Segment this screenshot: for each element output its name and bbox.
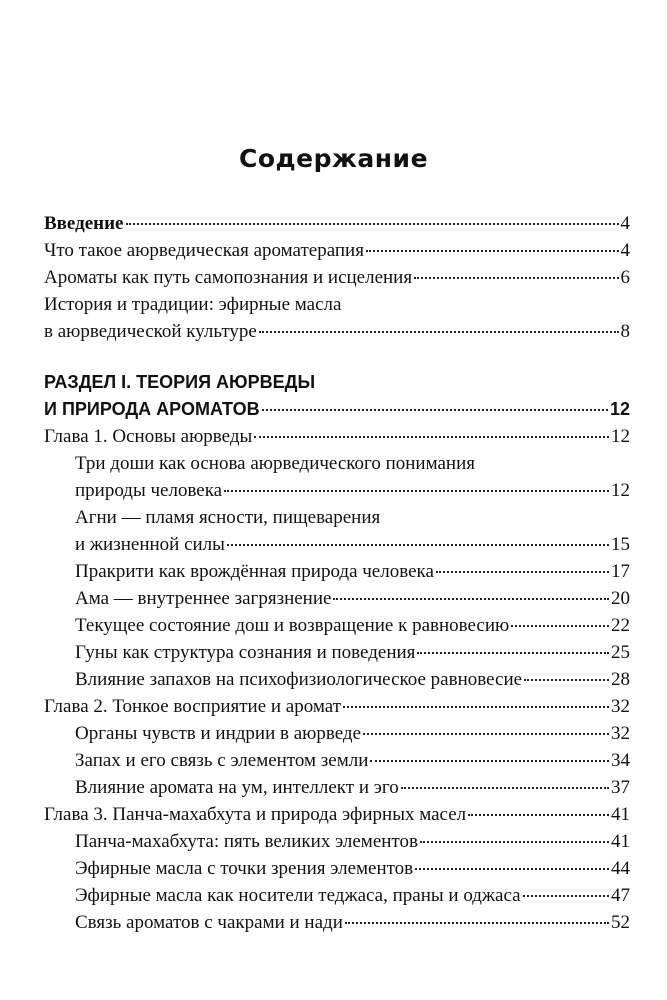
toc-entry-title: Эфирные масла с точки зрения элементов [75, 858, 414, 879]
toc-chapters [44, 423, 630, 936]
toc-entry-title: Органы чувств и индрии в аюрведе [75, 723, 362, 744]
toc-page-number: 8 [620, 321, 630, 342]
dot-leader [345, 922, 609, 924]
toc-entry-title: Глава 3. Панча-махабхута и природа эфирных масел [44, 804, 467, 825]
dot-leader [420, 841, 609, 843]
toc-entry-title: Ама — внутреннее загрязнение [75, 588, 332, 609]
toc-page-number: 15 [611, 534, 630, 555]
dot-leader [333, 598, 609, 600]
toc-entry-title: природы человека [75, 480, 223, 501]
toc-entry [44, 774, 630, 801]
toc-page-number: 47 [611, 885, 630, 906]
toc-entry [44, 882, 630, 909]
toc-entry [44, 612, 630, 639]
toc-entry-title: Влияние аромата на ум, интеллект и эго [75, 777, 399, 798]
toc-page-number: 34 [611, 750, 630, 771]
dot-leader [259, 331, 619, 333]
dot-leader [224, 490, 609, 492]
toc-page-number: 4 [620, 213, 630, 234]
toc-page-number: 32 [611, 696, 630, 717]
toc-entry-title: Эфирные масла как носители теджаса, праны и оджаса [75, 885, 521, 906]
toc-entry-title: в аюрведической культуре [44, 321, 257, 342]
toc-entry-title-line: Три доши как основа аюрведического понимания [75, 453, 475, 474]
toc-entry [44, 585, 630, 612]
dot-leader [524, 679, 609, 681]
toc-page-number: 6 [620, 267, 630, 288]
toc-entry-title: Панча-махабхута: пять великих элементов [75, 831, 418, 852]
toc-entry-title: Гуны как структура сознания и поведения [75, 642, 416, 663]
toc-page-number: 28 [611, 669, 630, 690]
toc-entry-title-line: Агни — пламя ясности, пищеварения [75, 507, 381, 528]
dot-leader [254, 436, 609, 438]
toc-page-number: 52 [611, 912, 630, 933]
dot-leader [468, 814, 609, 816]
dot-leader [436, 571, 609, 573]
toc-entry-title: Введение [44, 213, 124, 234]
page-title: Содержание [238, 144, 429, 173]
toc-page-number: 41 [611, 804, 630, 825]
toc-page-number: 44 [611, 858, 630, 879]
toc-entry-title: Глава 1. Основы аюрведы [44, 426, 253, 447]
toc-entry [44, 264, 630, 291]
toc-page-number: 20 [611, 588, 630, 609]
dot-leader [511, 625, 609, 627]
spacer [44, 345, 630, 369]
dot-leader [126, 223, 619, 225]
toc-introduction-group [44, 210, 630, 345]
toc-page-number: 25 [611, 642, 630, 663]
toc-entry [44, 291, 630, 345]
toc-entry-title: Запах и его связь с элементом земли [75, 750, 369, 771]
toc-page-number: 17 [611, 561, 630, 582]
table-of-contents [44, 210, 630, 936]
toc-entry [44, 855, 630, 882]
toc-entry [44, 909, 630, 936]
toc-entry-title: и жизненной силы [75, 534, 225, 555]
dot-leader [262, 409, 608, 411]
dot-leader [417, 652, 609, 654]
toc-entry [44, 210, 630, 237]
toc-entry-title: Пракрити как врождённая природа человека [75, 561, 434, 582]
dot-leader [523, 895, 609, 897]
toc-entry-title: Текущее состояние дош и возвращение к равновесию [75, 615, 510, 636]
toc-entry-title: Глава 2. Тонкое восприятие и аромат [44, 696, 342, 717]
toc-entry [44, 369, 630, 423]
toc-page-number: 22 [611, 615, 630, 636]
dot-leader [366, 250, 619, 252]
toc-page-number: 12 [611, 480, 630, 501]
toc-entry [44, 828, 630, 855]
toc-page-number: 12 [609, 399, 630, 419]
toc-entry [44, 639, 630, 666]
toc-entry [44, 504, 630, 558]
toc-entry-title: Ароматы как путь самопознания и исцеления [44, 267, 413, 288]
toc-page-number: 12 [611, 426, 630, 447]
toc-entry [44, 693, 630, 720]
toc-page-number: 32 [611, 723, 630, 744]
toc-entry [44, 423, 630, 450]
toc-entry-title: Влияние запахов на психофизиологическое равновесие [75, 669, 523, 690]
dot-leader [414, 277, 618, 279]
toc-entry-title: Что такое аюрведическая ароматерапия [44, 240, 364, 261]
toc-entry [44, 801, 630, 828]
toc-entry [44, 666, 630, 693]
toc-entry-title-line: История и традиции: эфирные масла [44, 294, 342, 315]
dot-leader [370, 760, 609, 762]
toc-entry-title: Связь ароматов с чакрами и нади [75, 912, 343, 933]
dot-leader [415, 868, 609, 870]
toc-entry-title-line: РАЗДЕЛ I. ТЕОРИЯ АЮРВЕДЫ [44, 372, 316, 392]
toc-page-number: 4 [620, 240, 630, 261]
dot-leader [401, 787, 609, 789]
dot-leader [343, 706, 609, 708]
toc-entry [44, 237, 630, 264]
toc-entry-title: И ПРИРОДА АРОМАТОВ [44, 399, 260, 419]
dot-leader [363, 733, 609, 735]
dot-leader [227, 544, 609, 546]
toc-entry [44, 558, 630, 585]
toc-entry [44, 450, 630, 504]
toc-page-number: 37 [611, 777, 630, 798]
toc-entry [44, 747, 630, 774]
toc-section [44, 369, 630, 423]
toc-entry [44, 720, 630, 747]
toc-page-number: 41 [611, 831, 630, 852]
